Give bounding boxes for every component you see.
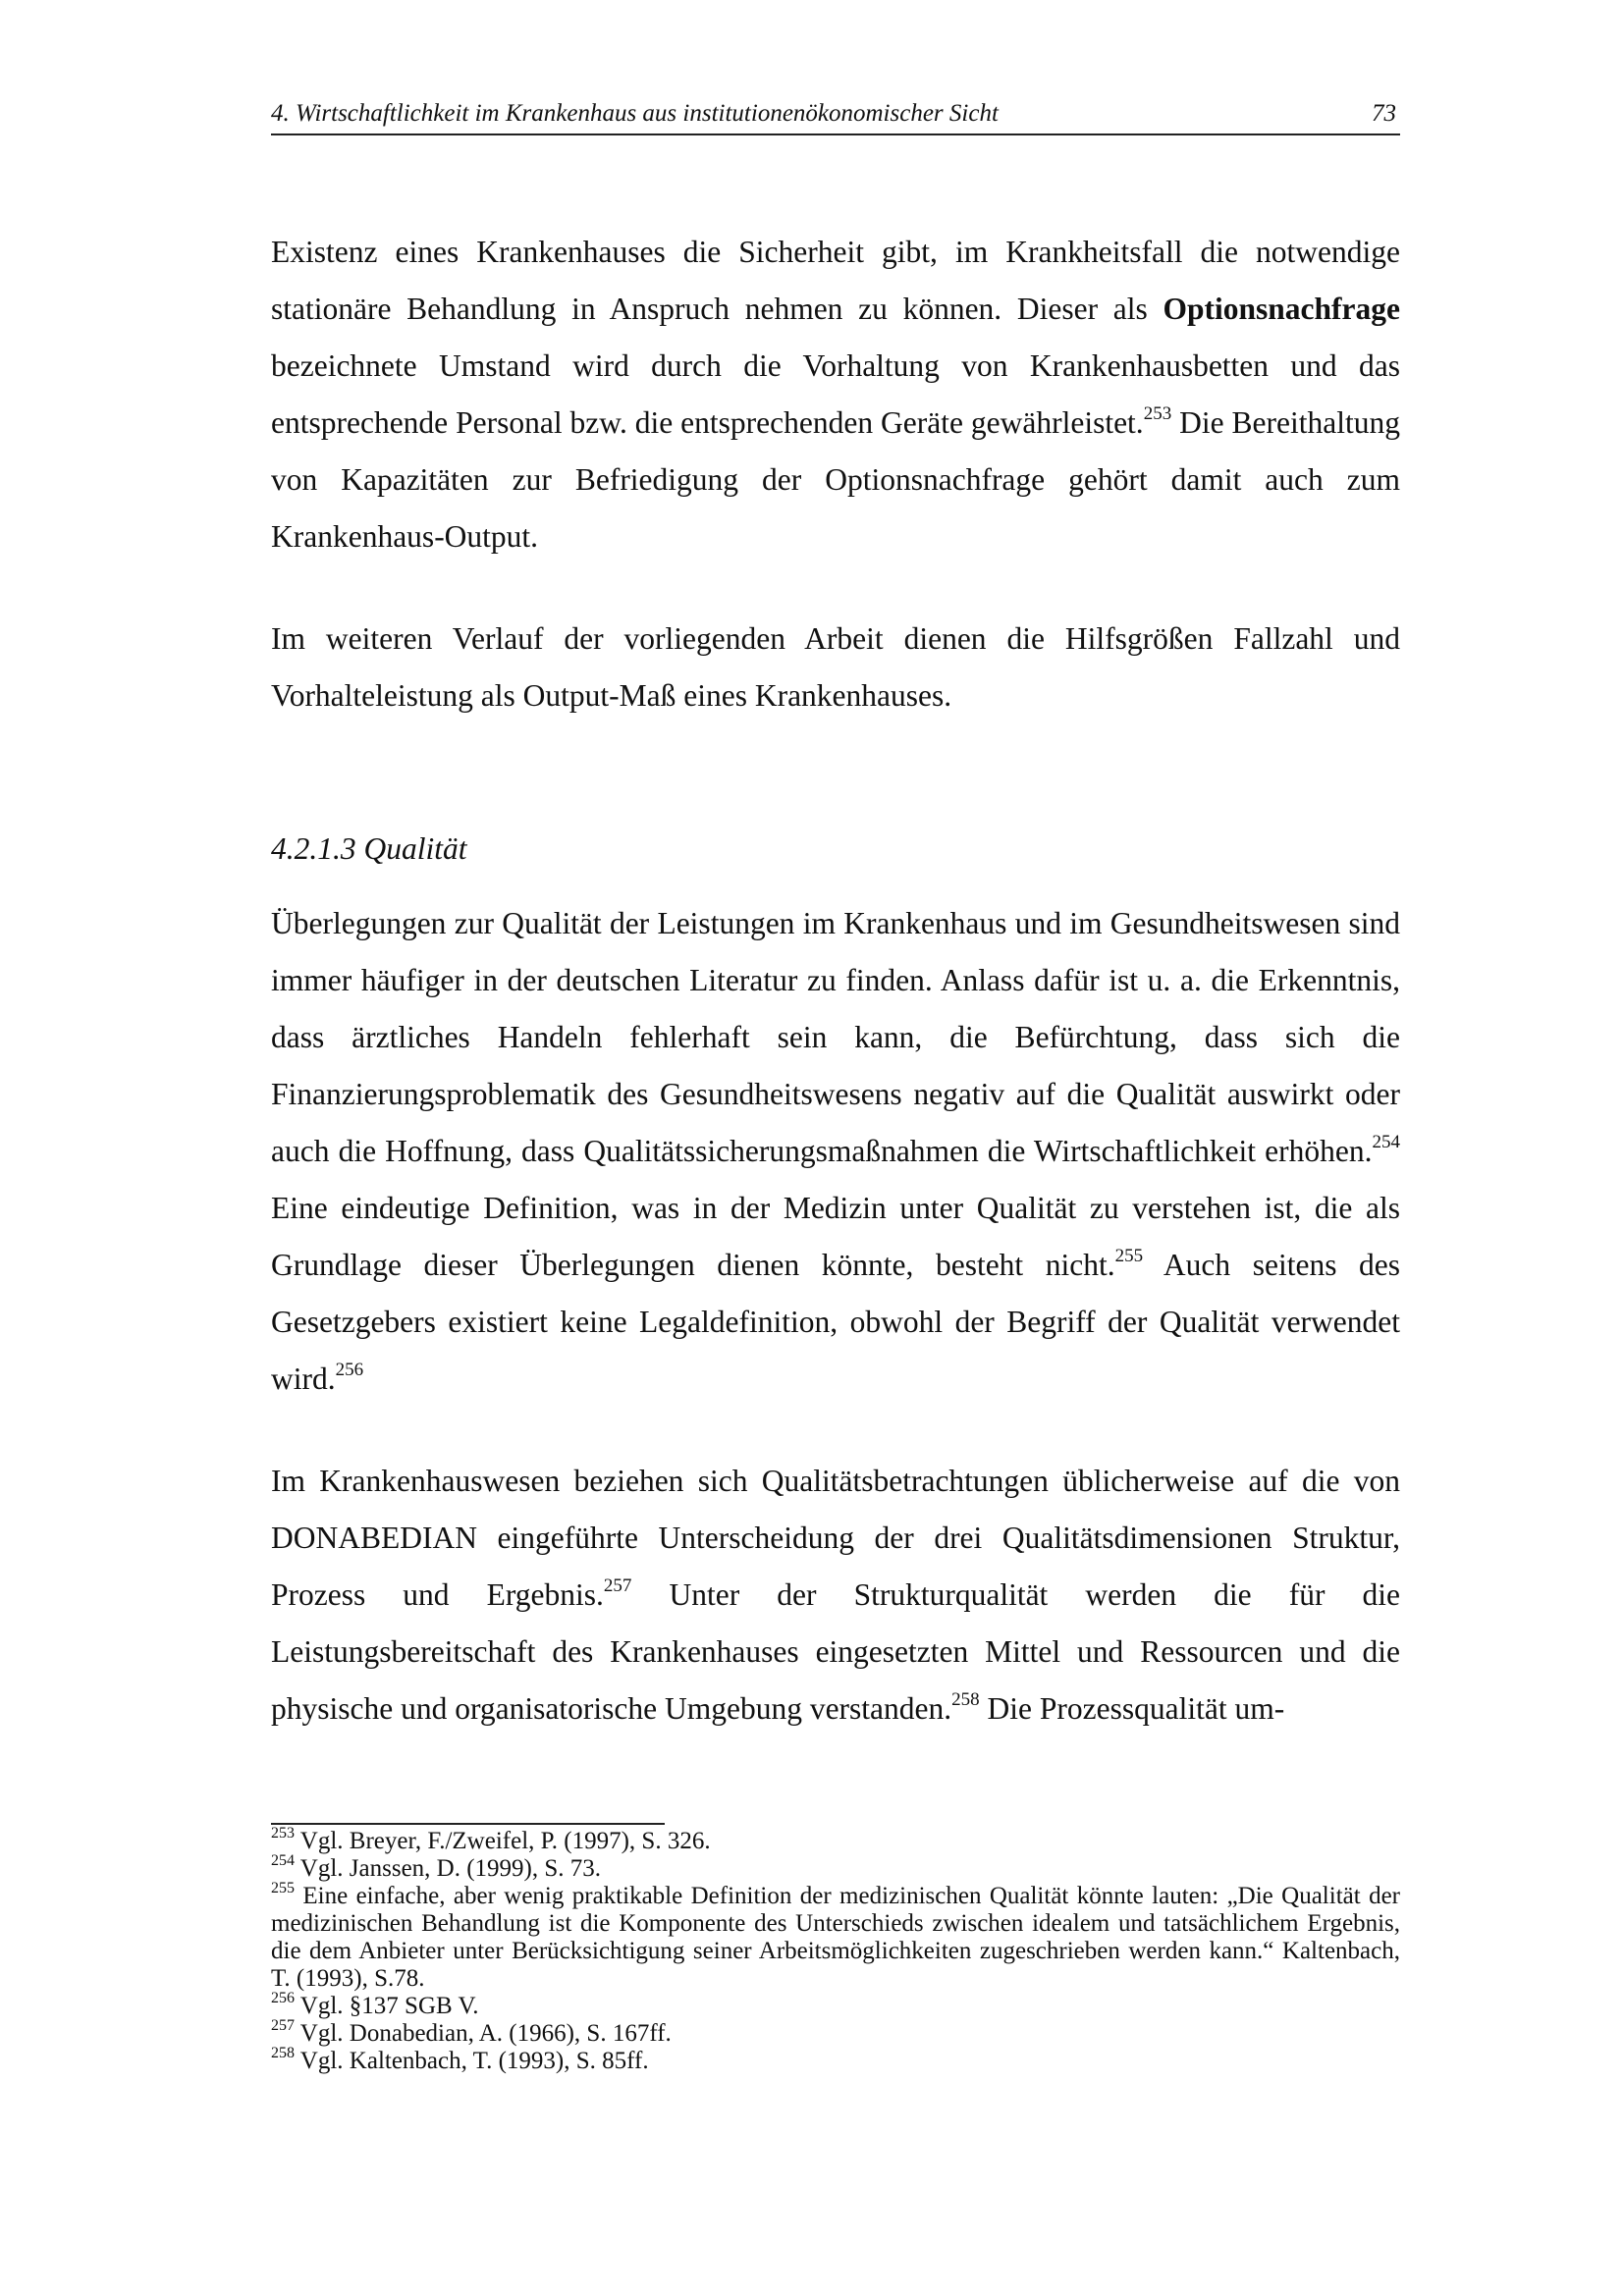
footnote-number: 256 bbox=[271, 1989, 295, 2006]
footnote-text: Vgl. Breyer, F./Zweifel, P. (1997), S. 326. bbox=[295, 1828, 711, 1854]
footnote-number: 258 bbox=[271, 2044, 295, 2061]
footnote-number: 253 bbox=[271, 1824, 295, 1842]
p3-text-a: Überlegungen zur Qualität der Leistungen im Krankenhaus und im Gesundheitswesen sind immer häufiger in der deutschen Literatur zu finden. Anlass dafür ist u. a. die Erkenntnis, dass ärztliches Handeln fehlerhaft sein kann, die Befürchtung, dass sich die Finanzierungsproblematik des Gesundheitswesens negativ auf die Qualität auswirkt oder auch die Hoffnung, dass Qualitätssicherungsmaßnahmen die Wirtschaftlichkeit erhöhen. bbox=[271, 906, 1400, 1168]
footnote-255 bbox=[271, 1879, 1400, 1993]
footnote-ref-255[interactable]: 255 bbox=[1114, 1246, 1144, 1266]
footnote-254 bbox=[271, 1851, 1400, 1883]
footnote-text: Vgl. Kaltenbach, T. (1993), S. 85ff. bbox=[295, 2048, 649, 2074]
footnote-256 bbox=[271, 1989, 1400, 2020]
p3-text-b: Eine eindeutige Definition, was in der Medizin unter Qualität zu verstehen ist, die als Grundlage dieser Überlegungen dienen könnte, besteht nicht. bbox=[271, 1191, 1400, 1282]
footnote-ref-256[interactable]: 256 bbox=[335, 1360, 364, 1380]
p4-text-c: Die Prozessqualität um- bbox=[979, 1691, 1285, 1726]
footnote-number: 254 bbox=[271, 1851, 295, 1869]
footnote-ref-257[interactable]: 257 bbox=[603, 1575, 632, 1596]
footnote-ref-254[interactable]: 254 bbox=[1372, 1132, 1400, 1152]
footnotes bbox=[271, 1824, 1400, 2075]
p1-text-a: Existenz eines Krankenhauses die Sicherheit gibt, im Krankheitsfall die notwendige stationäre Behandlung in Anspruch nehmen zu können. Dieser als bbox=[271, 235, 1400, 326]
footnote-text: Vgl. §137 SGB V. bbox=[295, 1993, 479, 2019]
paragraph-output-mass bbox=[271, 611, 1400, 724]
footnote-253 bbox=[271, 1824, 1400, 1855]
footnote-separator bbox=[271, 1823, 665, 1825]
footnote-258 bbox=[271, 2044, 1400, 2075]
footnote-number: 257 bbox=[271, 2016, 295, 2034]
footnote-number: 255 bbox=[271, 1879, 295, 1896]
footnote-text: Vgl. Janssen, D. (1999), S. 73. bbox=[295, 1855, 602, 1882]
p2-text: Im weiteren Verlauf der vorliegenden Arbeit dienen die Hilfsgrößen Fallzahl und Vorhalteleistung als Output-Maß eines Krankenhauses. bbox=[271, 621, 1400, 713]
running-header bbox=[271, 98, 1400, 135]
p4-text-a: Im Krankenhauswesen beziehen sich Qualitätsbetrachtungen üblicherweise auf die von DONABEDIAN eingeführte Unterscheidung der drei Qualitätsdimensionen Struktur, Prozess und Ergebnis. bbox=[271, 1464, 1400, 1612]
footnote-257 bbox=[271, 2016, 1400, 2048]
footnote-text: Eine einfache, aber wenig praktikable Definition der medizinischen Qualität könnte lauten: „Die Qualität der medizinischen Behandlung ist die Komponente des Unterschieds zwischen idealem und tatsächlichem Ergebnis, die dem Anbieter unter Berücksichtigung seiner Arbeitsmöglichkeiten zugeschrieben werden kann.“ Kaltenbach, T. (1993), S.78. bbox=[271, 1883, 1400, 1992]
footnote-ref-258[interactable]: 258 bbox=[951, 1689, 980, 1710]
p4-text-b: Unter der Strukturqualität werden die für die Leistungsbereitschaft des Krankenhauses eingesetzten Mittel und Ressourcen und die physische und organisatorische Umgebung verstanden. bbox=[271, 1577, 1400, 1726]
paragraph-qualitaet bbox=[271, 895, 1400, 1408]
bold-term-optionsnachfrage: Optionsnachfrage bbox=[1163, 292, 1400, 326]
p1-text-b: bezeichnete Umstand wird durch die Vorhaltung von Krankenhausbetten und das entsprechende Personal bzw. die entsprechenden Geräte gewährleistet. bbox=[271, 348, 1400, 440]
p1-text-c: Die Bereithaltung von Kapazitäten zur Befriedigung der Optionsnachfrage gehört damit auch zum Krankenhaus-Output. bbox=[271, 405, 1400, 554]
paragraph-donabedian bbox=[271, 1453, 1400, 1737]
p3-text-c: Auch seitens des Gesetzgebers existiert keine Legaldefinition, obwohl der Begriff der Qualität verwendet wird. bbox=[271, 1248, 1400, 1396]
chapter-title: 4. Wirtschaftlichkeit im Krankenhaus aus institutionenökonomischer Sicht bbox=[271, 100, 999, 127]
footnote-text: Vgl. Donabedian, A. (1966), S. 167ff. bbox=[295, 2020, 672, 2047]
section-heading-qualitaet: 4.2.1.3 Qualität bbox=[271, 831, 467, 866]
page-number: 73 bbox=[1372, 100, 1396, 127]
footnote-ref-253[interactable]: 253 bbox=[1143, 403, 1172, 424]
paragraph-optionsnachfrage bbox=[271, 224, 1400, 565]
